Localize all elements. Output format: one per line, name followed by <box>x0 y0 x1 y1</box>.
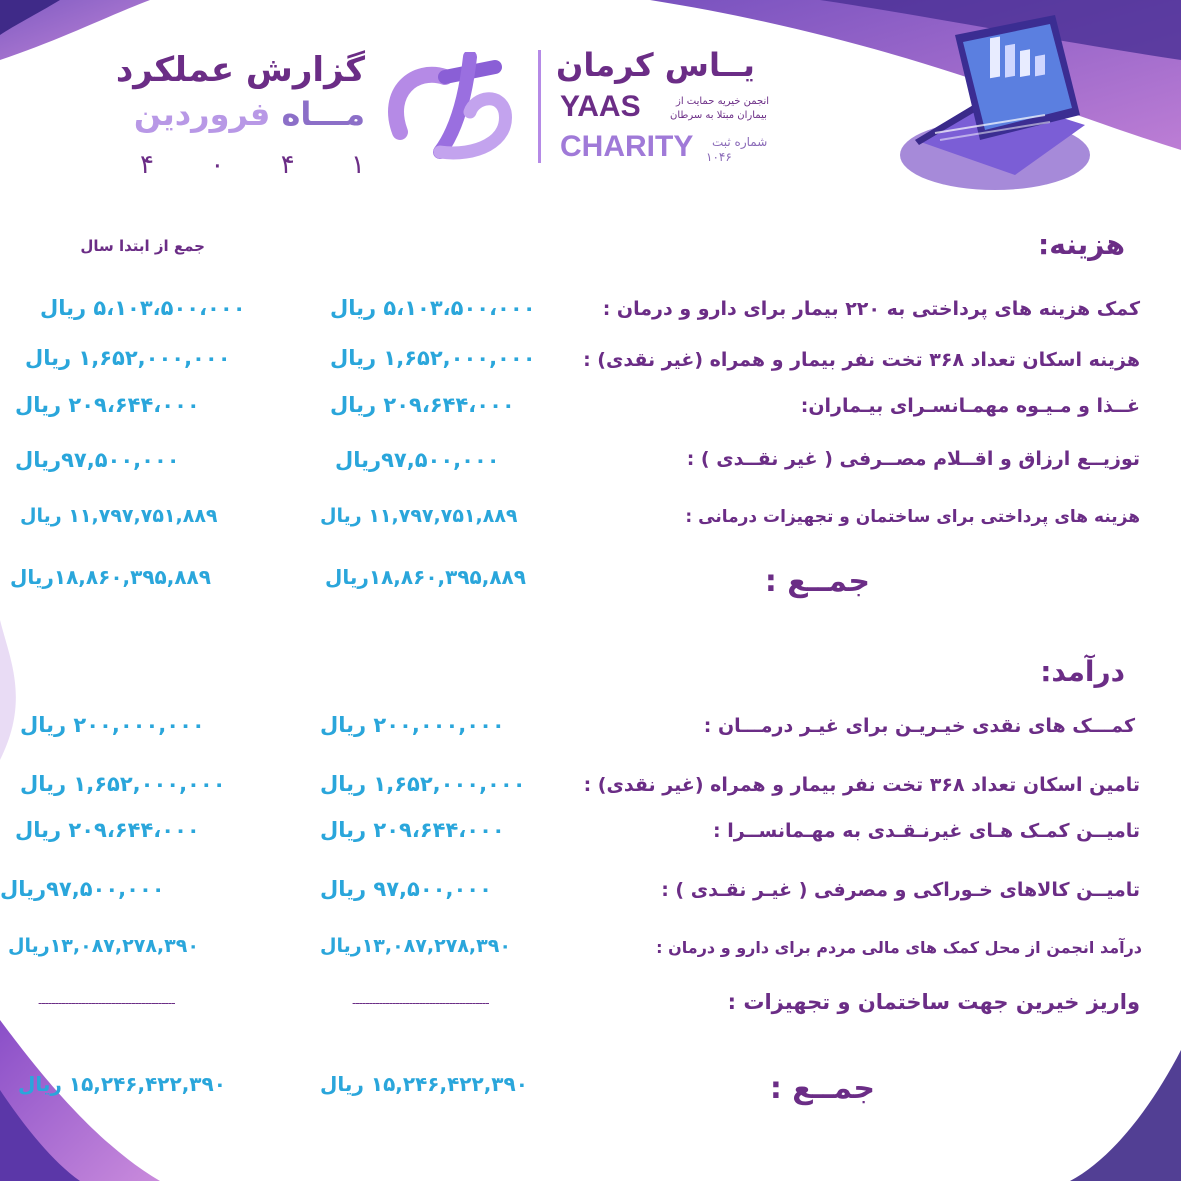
expenses-total-amount: ۱۸,۸۶۰,۳۹۵,۸۸۹ریال <box>325 565 526 589</box>
brand-divider <box>538 50 541 163</box>
income-total-amount: ۱۵,۲۴۶,۴۲۲,۳۹۰ ریال <box>320 1072 528 1096</box>
income-ytd-1: ۲۰۰,۰۰۰,۰۰۰ ریال <box>20 713 205 737</box>
expense-label-3: غــذا و مـیـوه مهمـانسـرای بیـماران: <box>800 395 1140 417</box>
expense-amount-3: ۲۰۹،۶۴۴،۰۰۰ ریال <box>330 393 515 417</box>
income-ytd-3: ۲۰۹،۶۴۴،۰۰۰ ریال <box>15 818 200 842</box>
reg-label: شماره ثبت <box>712 135 768 149</box>
income-label-6: واریز خیرین جهت ساختمان و تجهیزات : <box>727 990 1140 1014</box>
expense-amount-4: ۹۷,۵۰۰,۰۰۰ریال <box>335 448 500 472</box>
expense-label-4: توزیــع ارزاق و اقــلام مصــرفی ( غیر نقــدی ) : <box>686 448 1140 470</box>
yaas-logo-mark <box>385 52 525 162</box>
income-label-1: کمـــک های نقدی خیـریـن برای غیـر درمـــان : <box>703 715 1135 737</box>
expense-label-2: هزینه اسکان تعداد ۳۶۸ تخت نفر بیمار و همراه (غیر نقدی) : <box>583 349 1140 371</box>
income-total-label: جمــع : <box>769 1071 875 1106</box>
expense-amount-1: ۵،۱۰۳،۵۰۰،۰۰۰ ریال <box>330 296 536 320</box>
expense-amount-2: ۱,۶۵۲,۰۰۰,۰۰۰ ریال <box>330 346 536 370</box>
income-title: درآمد: <box>1040 655 1125 688</box>
brand-en-1: YAAS <box>560 90 641 123</box>
ytd-header: جمع از ابتدا سال <box>80 237 205 255</box>
income-amount-5: ۱۳,۰۸۷,۲۷۸,۳۹۰ریال <box>320 935 511 957</box>
income-ytd-6: ----------------------------------------- <box>38 996 175 1010</box>
laptop-chart-illustration <box>895 15 1095 195</box>
brand-en-2: CHARITY <box>560 130 694 163</box>
expenses-total-label: جمــع : <box>764 564 870 599</box>
expense-label-5: هزینه های پرداختی برای ساختمان و تجهیزات درمانی : <box>685 507 1140 527</box>
income-amount-4: ۹۷,۵۰۰,۰۰۰ ریال <box>320 877 492 901</box>
expense-amount-5: ۱۱,۷۹۷,۷۵۱,۸۸۹ ریال <box>320 505 518 527</box>
expenses-total-ytd: ۱۸,۸۶۰,۳۹۵,۸۸۹ریال <box>10 565 211 589</box>
income-label-5: درآمد انجمن از محل کمک های مالی مردم برای دارو و درمان : <box>656 938 1142 957</box>
year-digit-1: ۱ <box>351 150 365 180</box>
brand-sub-1: انجمن خیریه حمایت از <box>676 96 770 107</box>
year-digits <box>140 150 365 180</box>
income-amount-1: ۲۰۰,۰۰۰,۰۰۰ ریال <box>320 713 505 737</box>
expense-ytd-3: ۲۰۹،۶۴۴،۰۰۰ ریال <box>15 393 200 417</box>
expense-ytd-1: ۵،۱۰۳،۵۰۰،۰۰۰ ریال <box>40 296 246 320</box>
income-amount-3: ۲۰۹،۶۴۴،۰۰۰ ریال <box>320 818 505 842</box>
income-ytd-4: ۹۷,۵۰۰,۰۰۰ریال <box>0 877 165 901</box>
income-ytd-5: ۱۳,۰۸۷,۲۷۸,۳۹۰ریال <box>8 935 199 957</box>
expense-ytd-5: ۱۱,۷۹۷,۷۵۱,۸۸۹ ریال <box>20 505 218 527</box>
income-label-4: تامیــن کالاهای خـوراکی و مصرفی ( غیـر نقـدی ) : <box>661 879 1140 901</box>
year-digit-4: ۴ <box>140 150 154 180</box>
income-label-2: تامین اسکان تعداد ۳۶۸ تخت نفر بیمار و همراه (غیر نقدی) : <box>583 774 1140 796</box>
year-digit-2: ۴ <box>280 150 295 180</box>
expenses-title: هزینه: <box>1038 228 1125 261</box>
year-digit-3: ۰ <box>210 150 225 180</box>
income-amount-6: ----------------------------------------- <box>352 996 489 1010</box>
income-total-ytd: ۱۵,۲۴۶,۴۲۲,۳۹۰ ریال <box>18 1072 226 1096</box>
report-title: گزارش عملکرد <box>115 50 365 90</box>
brand-sub-2: بیماران مبتلا به سرطان <box>670 110 767 121</box>
brand-fa: یــاس کرمان <box>556 46 755 84</box>
month-name: فروردین <box>133 95 271 133</box>
expense-ytd-4: ۹۷,۵۰۰,۰۰۰ریال <box>15 448 180 472</box>
expense-ytd-2: ۱,۶۵۲,۰۰۰,۰۰۰ ریال <box>25 346 231 370</box>
income-amount-2: ۱,۶۵۲,۰۰۰,۰۰۰ ریال <box>320 772 526 796</box>
report-month <box>135 95 365 133</box>
income-label-3: تامیــن کمـک هـای غیرنـقـدی به مهـمانســرا : <box>713 820 1140 842</box>
income-ytd-2: ۱,۶۵۲,۰۰۰,۰۰۰ ریال <box>20 772 226 796</box>
expense-label-1: کمک هزینه های پرداختی به ۲۲۰ بیمار برای دارو و درمان : <box>602 298 1140 320</box>
month-prefix: مـــاه <box>281 95 365 133</box>
reg-number: ۱۰۴۶ <box>706 150 732 164</box>
